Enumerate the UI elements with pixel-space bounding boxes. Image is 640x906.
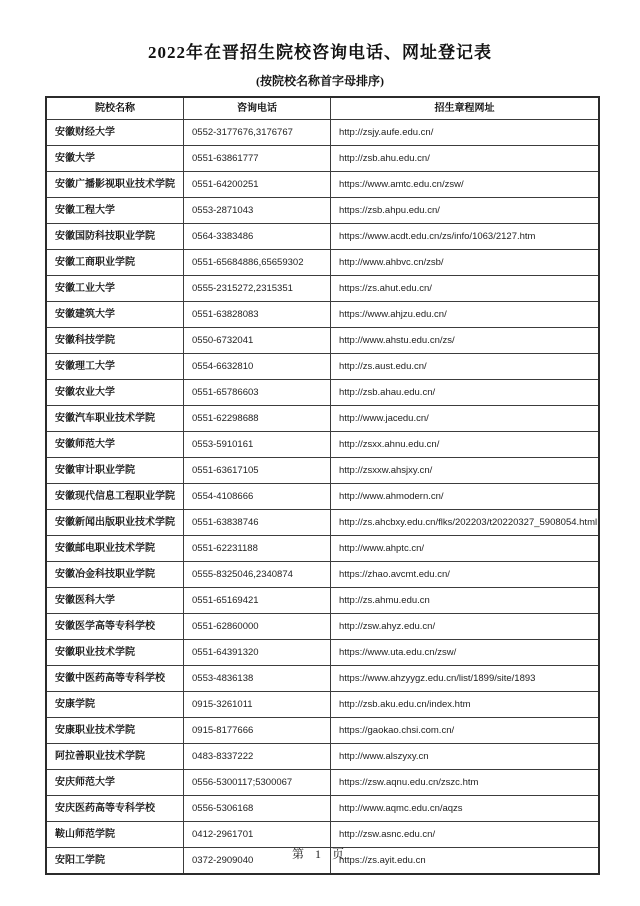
college-name-cell: 安徽大学 xyxy=(47,146,184,171)
phone-cell: 0915-8177666 xyxy=(184,718,331,743)
table-row xyxy=(47,666,598,692)
url-cell: https://zs.ahut.edu.cn/ xyxy=(339,283,432,294)
college-name-cell: 安徽冶金科技职业学院 xyxy=(47,562,184,587)
college-name-cell: 安徽新闻出版职业技术学院 xyxy=(47,510,184,535)
table-row xyxy=(47,458,598,484)
college-name-cell: 安徽财经大学 xyxy=(47,120,184,145)
table-row xyxy=(47,744,598,770)
phone-cell: 0550-6732041 xyxy=(184,328,331,353)
page-subtitle: (按院校名称首字母排序) xyxy=(256,74,384,88)
table-body xyxy=(47,120,598,873)
table-row xyxy=(47,718,598,744)
college-name-cell: 鞍山师范学院 xyxy=(47,822,184,847)
college-name-cell: 安徽审计职业学院 xyxy=(47,458,184,483)
phone-cell: 0552-3177676,3176767 xyxy=(184,120,331,145)
url-cell: http://zs.ahmu.edu.cn xyxy=(339,595,430,606)
url-cell: http://zs.aust.edu.cn/ xyxy=(339,361,427,372)
phone-cell: 0556-5306168 xyxy=(184,796,331,821)
url-cell: http://www.aqmc.edu.cn/aqzs xyxy=(339,803,463,814)
college-name-cell: 安康学院 xyxy=(47,692,184,717)
url-cell: https://www.ahjzu.edu.cn/ xyxy=(339,309,447,320)
phone-cell: 0555-2315272,2315351 xyxy=(184,276,331,301)
url-cell: https://zs.ayit.edu.cn xyxy=(339,855,426,866)
table-row xyxy=(47,796,598,822)
college-name-cell: 安徽农业大学 xyxy=(47,380,184,405)
table-row xyxy=(47,536,598,562)
table-row xyxy=(47,770,598,796)
url-cell: http://zsb.ahau.edu.cn/ xyxy=(339,387,436,398)
table-row xyxy=(47,484,598,510)
college-name-cell: 安徽工程大学 xyxy=(47,198,184,223)
phone-cell: 0553-4836138 xyxy=(184,666,331,691)
phone-cell: 0551-62231188 xyxy=(184,536,331,561)
table-row xyxy=(47,276,598,302)
college-name-cell: 安徽医学高等专科学校 xyxy=(47,614,184,639)
phone-cell: 0551-64200251 xyxy=(184,172,331,197)
url-cell: http://zsb.aku.edu.cn/index.htm xyxy=(339,699,471,710)
college-name-cell: 安徽师范大学 xyxy=(47,432,184,457)
phone-cell: 0553-5910161 xyxy=(184,432,331,457)
college-name-cell: 安徽国防科技职业学院 xyxy=(47,224,184,249)
phone-cell: 0551-64391320 xyxy=(184,640,331,665)
table-row xyxy=(47,692,598,718)
table-row xyxy=(47,250,598,276)
url-cell: https://www.amtc.edu.cn/zsw/ xyxy=(339,179,464,190)
phone-cell: 0553-2871043 xyxy=(184,198,331,223)
college-name-cell: 安徽现代信息工程职业学院 xyxy=(47,484,184,509)
table-row xyxy=(47,172,598,198)
table-row xyxy=(47,224,598,250)
college-name-cell: 安阳工学院 xyxy=(47,848,184,873)
phone-cell: 0554-6632810 xyxy=(184,354,331,379)
url-cell: https://www.acdt.edu.cn/zs/info/1063/2127.htm xyxy=(339,231,536,242)
phone-cell: 0551-65786603 xyxy=(184,380,331,405)
url-cell: https://www.ahzyygz.edu.cn/list/1899/site/1893 xyxy=(339,673,536,684)
phone-cell: 0551-65684886,65659302 xyxy=(184,250,331,275)
url-cell: http://zs.ahcbxy.edu.cn/flks/202203/t20220327_5908054.html xyxy=(339,517,598,528)
url-cell: http://www.ahptc.cn/ xyxy=(339,543,425,554)
url-cell: http://zsjy.aufe.edu.cn/ xyxy=(339,127,434,138)
college-name-cell: 安庆师范大学 xyxy=(47,770,184,795)
table-row xyxy=(47,198,598,224)
url-cell: http://zsw.ahyz.edu.cn/ xyxy=(339,621,436,632)
url-cell: http://www.ahstu.edu.cn/zs/ xyxy=(339,335,455,346)
table-row xyxy=(47,354,598,380)
header-url: 招生章程网址 xyxy=(434,103,495,114)
url-cell: http://www.ahbvc.cn/zsb/ xyxy=(339,257,444,268)
college-name-cell: 安徽建筑大学 xyxy=(47,302,184,327)
header-college-name: 院校名称 xyxy=(47,98,184,119)
url-cell: https://zhao.avcmt.edu.cn/ xyxy=(339,569,450,580)
url-cell: https://gaokao.chsi.com.cn/ xyxy=(339,725,455,736)
table-row xyxy=(47,588,598,614)
college-name-cell: 安徽职业技术学院 xyxy=(47,640,184,665)
phone-cell: 0372-2909040 xyxy=(184,848,331,873)
table-row xyxy=(47,640,598,666)
college-name-cell: 安徽工商职业学院 xyxy=(47,250,184,275)
table-row xyxy=(47,120,598,146)
college-name-cell: 安徽广播影视职业技术学院 xyxy=(47,172,184,197)
table-row xyxy=(47,302,598,328)
table-row xyxy=(47,510,598,536)
phone-cell: 0551-63861777 xyxy=(184,146,331,171)
phone-cell: 0915-3261011 xyxy=(184,692,331,717)
url-cell: http://www.ahmodern.cn/ xyxy=(339,491,444,502)
phone-cell: 0551-62860000 xyxy=(184,614,331,639)
url-cell: https://zsb.ahpu.edu.cn/ xyxy=(339,205,440,216)
phone-cell: 0483-8337222 xyxy=(184,744,331,769)
phone-cell: 0551-63828083 xyxy=(184,302,331,327)
phone-cell: 0551-63617105 xyxy=(184,458,331,483)
phone-cell: 0551-63838746 xyxy=(184,510,331,535)
college-name-cell: 安徽中医药高等专科学校 xyxy=(47,666,184,691)
college-name-cell: 安康职业技术学院 xyxy=(47,718,184,743)
phone-cell: 0564-3383486 xyxy=(184,224,331,249)
college-name-cell: 阿拉善职业技术学院 xyxy=(47,744,184,769)
college-name-cell: 安庆医药高等专科学校 xyxy=(47,796,184,821)
phone-cell: 0555-8325046,2340874 xyxy=(184,562,331,587)
college-name-cell: 安徽工业大学 xyxy=(47,276,184,301)
url-cell: http://zsxx.ahnu.edu.cn/ xyxy=(339,439,440,450)
url-cell: http://zsb.ahu.edu.cn/ xyxy=(339,153,430,164)
registration-table xyxy=(45,96,600,875)
url-cell: https://www.uta.edu.cn/zsw/ xyxy=(339,647,457,658)
table-row xyxy=(47,562,598,588)
table-row xyxy=(47,328,598,354)
header-phone: 咨询电话 xyxy=(184,98,331,119)
college-name-cell: 安徽理工大学 xyxy=(47,354,184,379)
table-row xyxy=(47,146,598,172)
table-row xyxy=(47,380,598,406)
url-cell: http://www.alszyxy.cn xyxy=(339,751,429,762)
college-name-cell: 安徽医科大学 xyxy=(47,588,184,613)
college-name-cell: 安徽汽车职业技术学院 xyxy=(47,406,184,431)
page-title: 2022年在晋招生院校咨询电话、网址登记表 xyxy=(148,43,492,62)
college-name-cell: 安徽科技学院 xyxy=(47,328,184,353)
url-cell: https://zsw.aqnu.edu.cn/zszc.htm xyxy=(339,777,479,788)
college-name-cell: 安徽邮电职业技术学院 xyxy=(47,536,184,561)
table-header-row xyxy=(47,98,598,120)
phone-cell: 0551-65169421 xyxy=(184,588,331,613)
url-cell: http://zsw.asnc.edu.cn/ xyxy=(339,829,436,840)
page-number: 第 1 页 xyxy=(291,847,348,861)
phone-cell: 0551-62298688 xyxy=(184,406,331,431)
url-cell: http://zsxxw.ahsjxy.cn/ xyxy=(339,465,433,476)
table-row xyxy=(47,614,598,640)
phone-cell: 0556-5300117;5300067 xyxy=(184,770,331,795)
table-row xyxy=(47,432,598,458)
phone-cell: 0412-2961701 xyxy=(184,822,331,847)
url-cell: http://www.jacedu.cn/ xyxy=(339,413,429,424)
phone-cell: 0554-4108666 xyxy=(184,484,331,509)
table-row xyxy=(47,406,598,432)
